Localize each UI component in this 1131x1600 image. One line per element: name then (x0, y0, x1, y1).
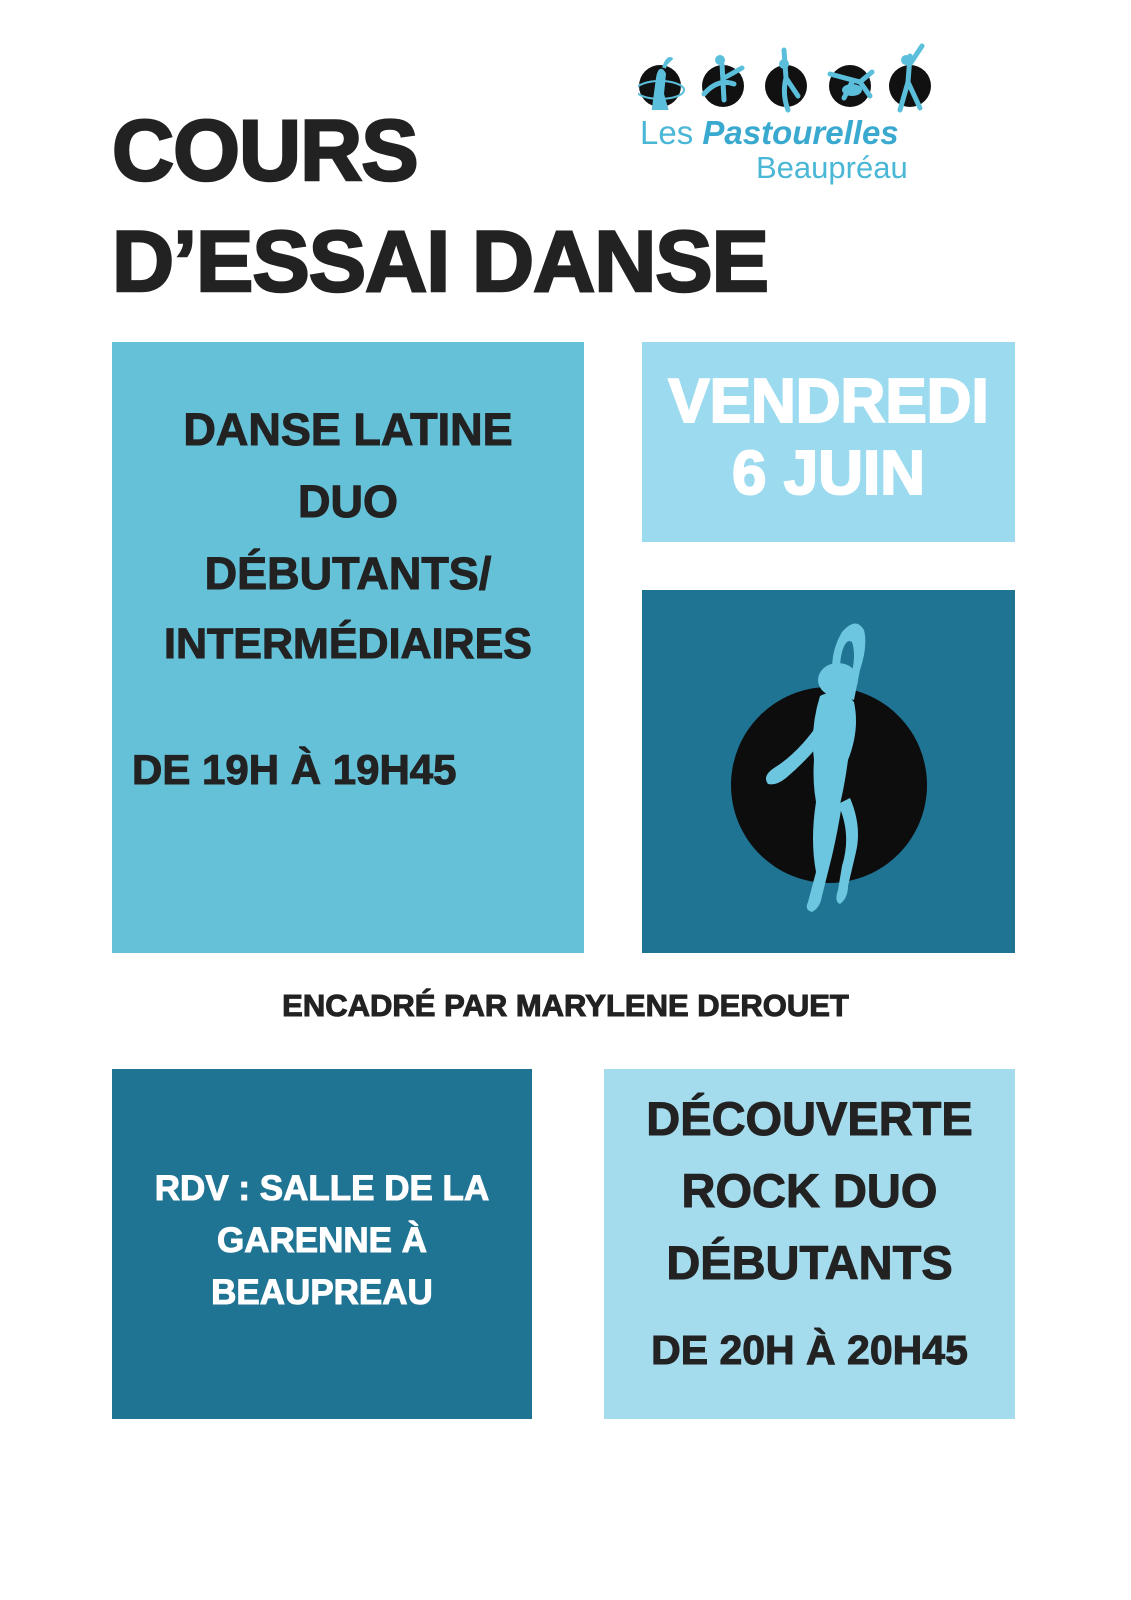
club-logo (638, 38, 938, 198)
dancer-silhouette-icon (642, 590, 1015, 953)
latin-class-line-3: DÉBUTANTS/ (204, 548, 492, 599)
logo-wordmark (640, 114, 899, 152)
logo-town: Beaupréau (756, 150, 908, 185)
venue-line-1: RDV : SALLE DE LA (154, 1169, 490, 1208)
instructor-text: ENCADRÉ PAR MARYLENE DEROUET (282, 988, 849, 1023)
logo-les: Les (640, 114, 694, 151)
rock-class-card (604, 1069, 1015, 1419)
dancer-image-card (642, 590, 1015, 953)
date-date: 6 JUIN (732, 439, 925, 508)
rock-class-time: DE 20H À 20H45 (651, 1327, 968, 1373)
venue-card (112, 1069, 532, 1419)
date-card (642, 342, 1015, 542)
venue-line-2: GARENNE À (216, 1221, 428, 1260)
latin-class-line-1: DANSE LATINE (183, 404, 513, 455)
venue-line-3: BEAUPREAU (211, 1273, 433, 1312)
title-line-1: COURS (112, 103, 418, 199)
dancer-silhouettes-icon (638, 38, 938, 118)
latin-class-line-4: INTERMÉDIAIRES (164, 620, 532, 668)
rock-class-line-3: DÉBUTANTS (666, 1236, 953, 1289)
title-line-2: D’ESSAI DANSE (112, 214, 769, 310)
logo-pastourelles: Pastourelles (702, 114, 899, 151)
latin-class-line-2: DUO (298, 476, 398, 527)
latin-class-time: DE 19H À 19H45 (132, 746, 457, 793)
latin-class-card (112, 342, 584, 953)
rock-class-line-2: ROCK DUO (681, 1164, 938, 1217)
date-day: VENDREDI (668, 367, 989, 436)
rock-class-line-1: DÉCOUVERTE (646, 1092, 973, 1145)
